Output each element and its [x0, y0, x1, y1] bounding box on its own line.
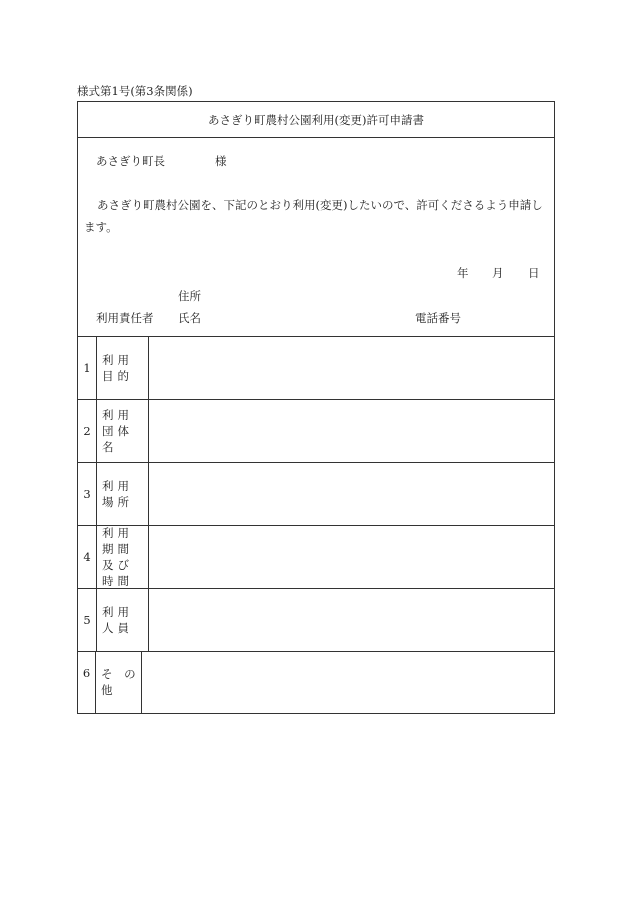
- item-label: 利用団体名: [97, 400, 149, 462]
- table-row: [78, 526, 554, 589]
- date-month-label: 月: [492, 266, 504, 280]
- item-label: 利用目的: [97, 337, 149, 399]
- table-row: [78, 652, 554, 714]
- items-table: [78, 337, 554, 714]
- item-label: 利用場所: [97, 463, 149, 525]
- addressee-name: あさぎり町長: [96, 154, 165, 168]
- item-label: 利用人員: [97, 589, 149, 651]
- table-row: [78, 337, 554, 400]
- addressee-honorific: 様: [215, 154, 227, 168]
- item-number: 6: [78, 652, 96, 714]
- item-number: 1: [78, 337, 97, 399]
- item-value-field[interactable]: [149, 463, 554, 525]
- item-number: 3: [78, 463, 97, 525]
- name-label: 氏名: [178, 311, 201, 325]
- application-statement: あさぎり町農村公園を、下記のとおり利用(変更)したいので、許可くださるよう申請します。: [84, 198, 543, 234]
- table-row: [78, 589, 554, 652]
- address-label: 住所: [178, 289, 201, 303]
- table-row: [78, 463, 554, 526]
- item-value-field[interactable]: [149, 526, 554, 588]
- item-value-field[interactable]: [149, 589, 554, 651]
- item-number: 4: [78, 526, 97, 588]
- application-form: [77, 101, 555, 714]
- responsible-person-label: 利用責任者: [96, 311, 154, 325]
- item-label: そ の 他: [96, 652, 142, 714]
- form-header-section: [78, 138, 554, 337]
- phone-label: 電話番号: [415, 311, 461, 325]
- date-year-label: 年: [457, 266, 469, 280]
- form-title: あさぎり町農村公園利用(変更)許可申請書: [78, 102, 554, 138]
- item-number: 5: [78, 589, 97, 651]
- item-number: 2: [78, 400, 97, 462]
- table-row: [78, 400, 554, 463]
- item-value-field[interactable]: [149, 400, 554, 462]
- item-label: 利用期間及び時間: [97, 526, 149, 588]
- date-day-label: 日: [528, 266, 540, 280]
- form-number: 様式第1号(第3条関係): [77, 84, 193, 98]
- item-value-field[interactable]: [149, 337, 554, 399]
- item-value-field[interactable]: [142, 652, 554, 714]
